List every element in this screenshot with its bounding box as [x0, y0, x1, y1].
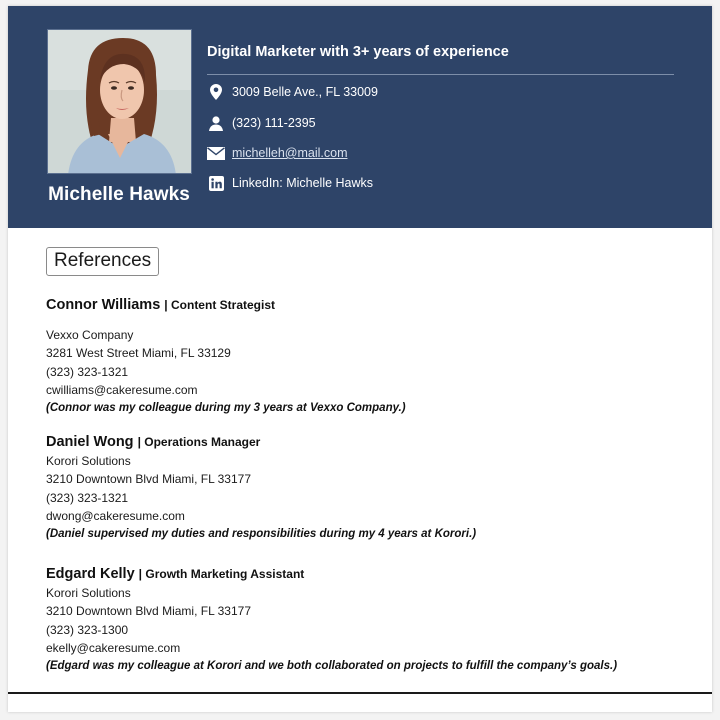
reference-address: 3210 Downtown Blvd Miami, FL 33177: [46, 604, 251, 619]
profile-photo: [47, 29, 192, 174]
reference-address: 3281 West Street Miami, FL 33129: [46, 346, 231, 361]
reference-note: (Edgard was my colleague at Korori and we both collaborated on projects to fulfill the company’s goals.): [46, 660, 618, 673]
reference-role: | Growth Marketing Assistant: [138, 567, 305, 581]
header-divider: [207, 74, 674, 75]
reference-address: 3210 Downtown Blvd Miami, FL 33177: [46, 472, 251, 487]
reference-note: (Connor was my colleague during my 3 years at Vexxo Company.): [46, 402, 406, 415]
reference-item: [46, 432, 686, 543]
contact-phone: [207, 113, 316, 133]
headline: Digital Marketer with 3+ years of experience: [207, 44, 509, 60]
reference-phone: (323) 323-1321: [46, 490, 129, 505]
reference-email: dwong@cakeresume.com: [46, 508, 185, 523]
reference-note: (Daniel supervised my duties and responsibilities during my 4 years at Korori.): [46, 528, 477, 541]
email-link[interactable]: michelleh@mail.com: [232, 146, 348, 160]
resume-header: [8, 6, 712, 228]
reference-name: Edgard Kelly: [46, 566, 135, 582]
linkedin-icon: [207, 174, 225, 192]
reference-company: Korori Solutions: [46, 586, 131, 600]
references-heading: References: [46, 247, 159, 276]
contact-address: [207, 82, 378, 102]
person-icon: [207, 114, 225, 132]
phone-text: (323) 111-2395: [232, 116, 316, 130]
reference-email: cwilliams@cakeresume.com: [46, 382, 198, 397]
reference-phone: (323) 323-1321: [46, 364, 129, 379]
reference-item: [46, 295, 686, 417]
reference-role: | Content Strategist: [164, 298, 275, 312]
reference-company: Vexxo Company: [46, 328, 134, 342]
reference-name: Connor Williams: [46, 297, 161, 313]
contact-linkedin[interactable]: [207, 173, 373, 193]
linkedin-text[interactable]: LinkedIn: Michelle Hawks: [232, 176, 374, 190]
location-pin-icon: [207, 83, 225, 101]
reference-company: Korori Solutions: [46, 454, 131, 468]
footer-divider: [8, 692, 712, 694]
reference-role: | Operations Manager: [137, 435, 261, 449]
candidate-name: Michelle Hawks: [48, 184, 190, 205]
reference-email: ekelly@cakeresume.com: [46, 640, 181, 655]
reference-phone: (323) 323-1300: [46, 622, 129, 637]
reference-item: [46, 564, 686, 675]
envelope-icon: [207, 144, 225, 162]
resume-page: [8, 6, 712, 712]
contact-email[interactable]: [207, 143, 348, 163]
reference-name: Daniel Wong: [46, 434, 134, 450]
address-text: 3009 Belle Ave., FL 33009: [232, 85, 378, 99]
